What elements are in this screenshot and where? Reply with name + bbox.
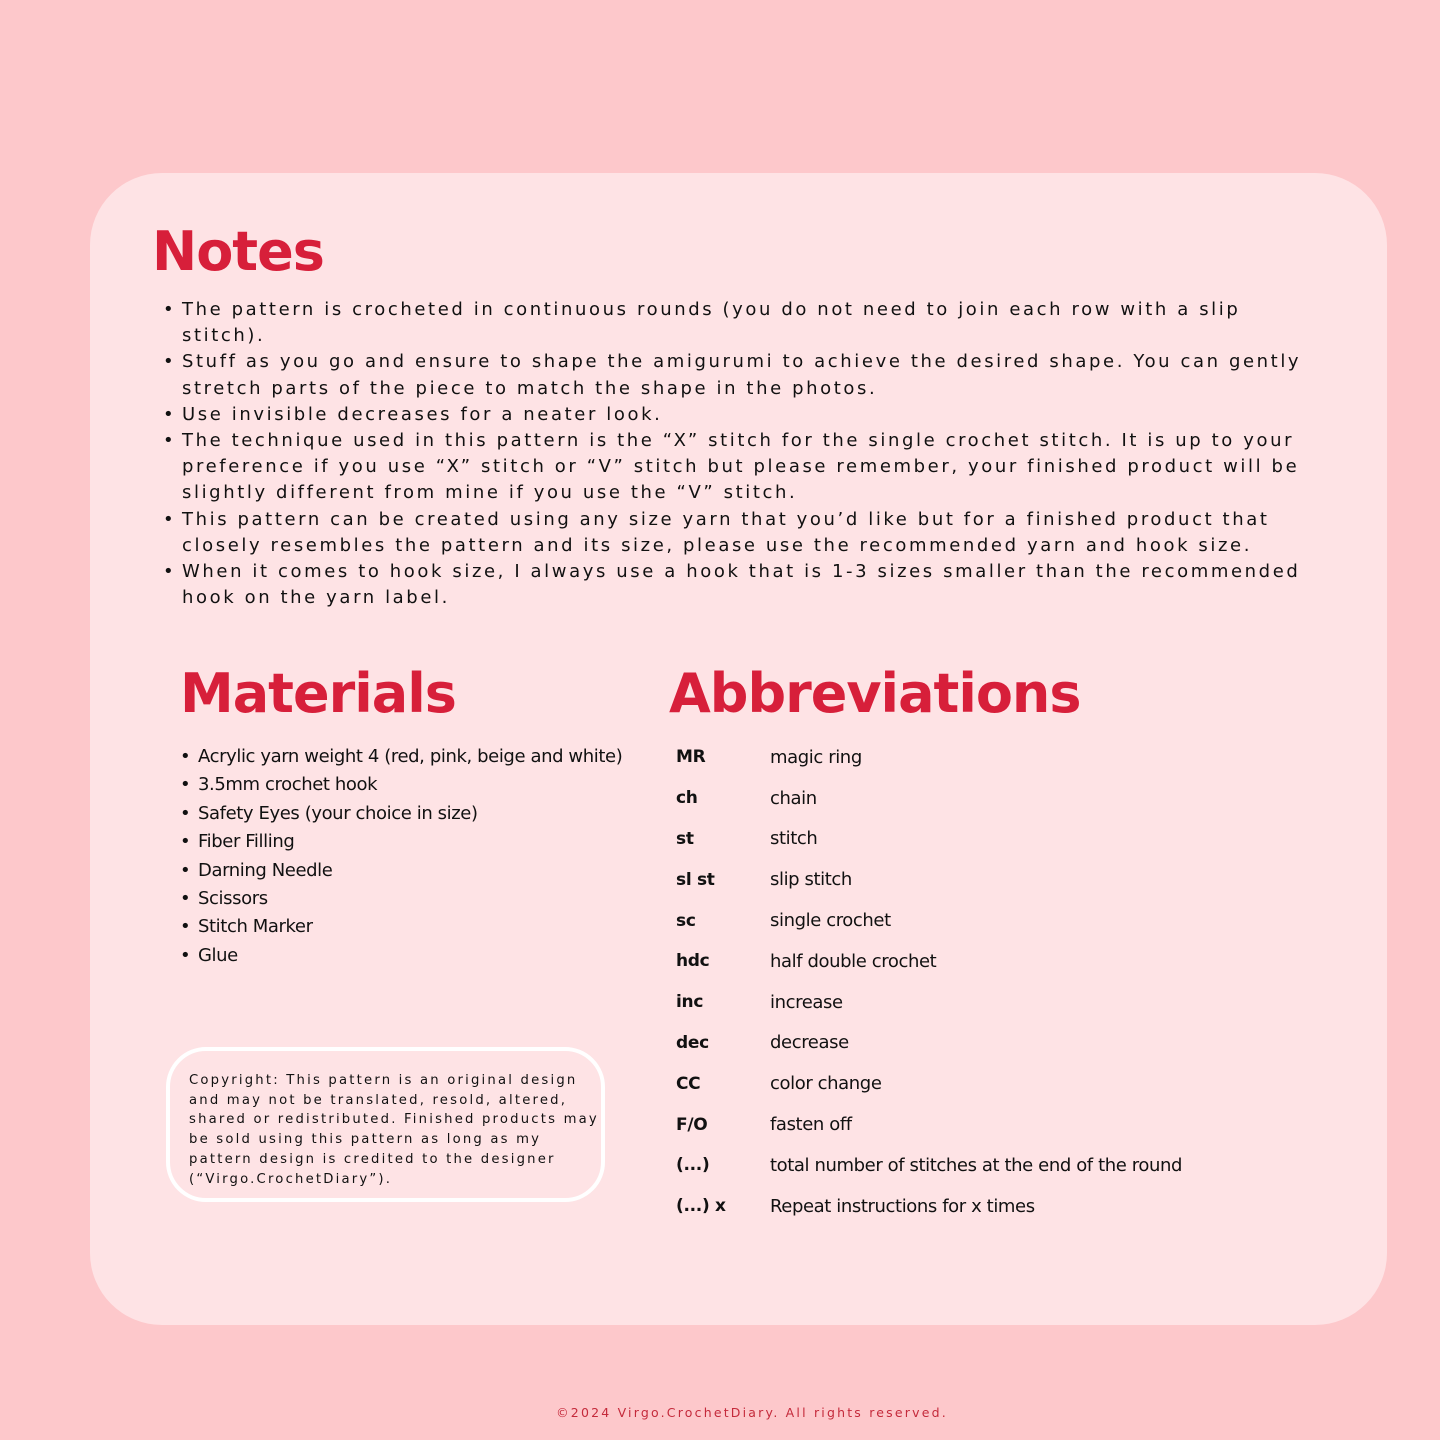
abbreviation-meaning: slip stitch (770, 869, 852, 891)
abbreviations-table (676, 737, 1182, 1227)
notes-list (182, 297, 1322, 611)
notes-item: • Stuff as you go and ensure to shape the amigurumi to achieve the desired shape. You can gently stretch parts of the piece to match the shape in the photos. (182, 349, 1322, 401)
abbreviation-row (676, 1104, 1182, 1145)
abbreviation-code: (...) x (676, 1196, 726, 1217)
abbreviation-row (676, 819, 1182, 860)
abbreviation-code: hdc (676, 951, 710, 972)
abbreviation-meaning: color change (770, 1073, 882, 1095)
abbreviation-code: MR (676, 747, 706, 768)
notes-item: • When it comes to hook size, I always use a hook that is 1-3 sizes smaller than the recommended hook on the yarn label. (182, 559, 1322, 611)
notes-item: • The technique used in this pattern is the “X” stitch for the single crochet stitch. It is up to your preference if you use “X” stitch or “V” stitch but please remember, your finished product will be slightly different from mine if you use the “V” stitch. (182, 428, 1322, 507)
materials-item: • Darning Needle (198, 857, 668, 885)
materials-item: • Scissors (198, 885, 668, 913)
footer-copyright: ©2024 Virgo.CrochetDiary. All rights reserved. (556, 1405, 948, 1420)
abbreviation-code: ch (676, 788, 698, 809)
abbreviation-meaning: chain (770, 787, 817, 809)
abbreviation-row (676, 982, 1182, 1023)
notes-item: • This pattern can be created using any size yarn that you’d like but for a finished product that closely resembles the pattern and its size, please use the recommended yarn and hook size. (182, 507, 1322, 559)
abbreviation-row (676, 1063, 1182, 1104)
abbreviation-code: F/O (676, 1114, 708, 1135)
materials-item: • Stitch Marker (198, 913, 668, 941)
abbreviation-meaning: single crochet (770, 910, 891, 932)
abbreviation-meaning: Repeat instructions for x times (770, 1195, 1035, 1217)
notes-item: • Use invisible decreases for a neater look. (182, 402, 1322, 428)
materials-item: • Fiber Filling (198, 828, 668, 856)
abbreviation-row (676, 1145, 1182, 1186)
abbreviation-code: (...) (676, 1155, 710, 1176)
materials-item: • Acrylic yarn weight 4 (red, pink, beige and white) (198, 743, 668, 771)
abbreviation-code: st (676, 828, 694, 849)
copyright-text: Copyright: This pattern is an original design and may not be translated, resold, altered, shared or redistributed. Finished products may be sold using this pattern as long as my pattern design is credited to the designer (“Virgo.CrochetDiary”). (189, 1073, 599, 1187)
abbreviation-code: CC (676, 1073, 701, 1094)
abbreviation-row (676, 941, 1182, 982)
notes-item: • The pattern is crocheted in continuous rounds (you do not need to join each row with a slip stitch). (182, 297, 1322, 349)
abbreviations-title: Abbreviations (669, 662, 1081, 725)
abbreviation-row (676, 1186, 1182, 1227)
abbreviation-meaning: magic ring (770, 746, 862, 768)
materials-title: Materials (180, 662, 456, 725)
abbreviation-row (676, 1023, 1182, 1064)
content-card (90, 173, 1387, 1325)
materials-item: • 3.5mm crochet hook (198, 771, 668, 799)
abbreviation-meaning: decrease (770, 1032, 849, 1054)
abbreviation-meaning: half double crochet (770, 950, 937, 972)
abbreviation-code: sl st (676, 869, 715, 890)
abbreviation-row (676, 859, 1182, 900)
abbreviation-meaning: stitch (770, 828, 818, 850)
abbreviation-row (676, 900, 1182, 941)
abbreviation-meaning: fasten off (770, 1114, 852, 1136)
materials-item: • Safety Eyes (your choice in size) (198, 800, 668, 828)
abbreviation-code: inc (676, 992, 704, 1013)
abbreviation-code: dec (676, 1032, 709, 1053)
abbreviation-row (676, 778, 1182, 819)
copyright-box (166, 1047, 605, 1202)
abbreviation-code: sc (676, 910, 696, 931)
abbreviation-meaning: total number of stitches at the end of the round (770, 1154, 1182, 1176)
abbreviation-meaning: increase (770, 991, 843, 1013)
materials-list (198, 743, 668, 970)
abbreviation-row (676, 737, 1182, 778)
materials-item: • Glue (198, 942, 668, 970)
notes-title: Notes (152, 220, 324, 283)
